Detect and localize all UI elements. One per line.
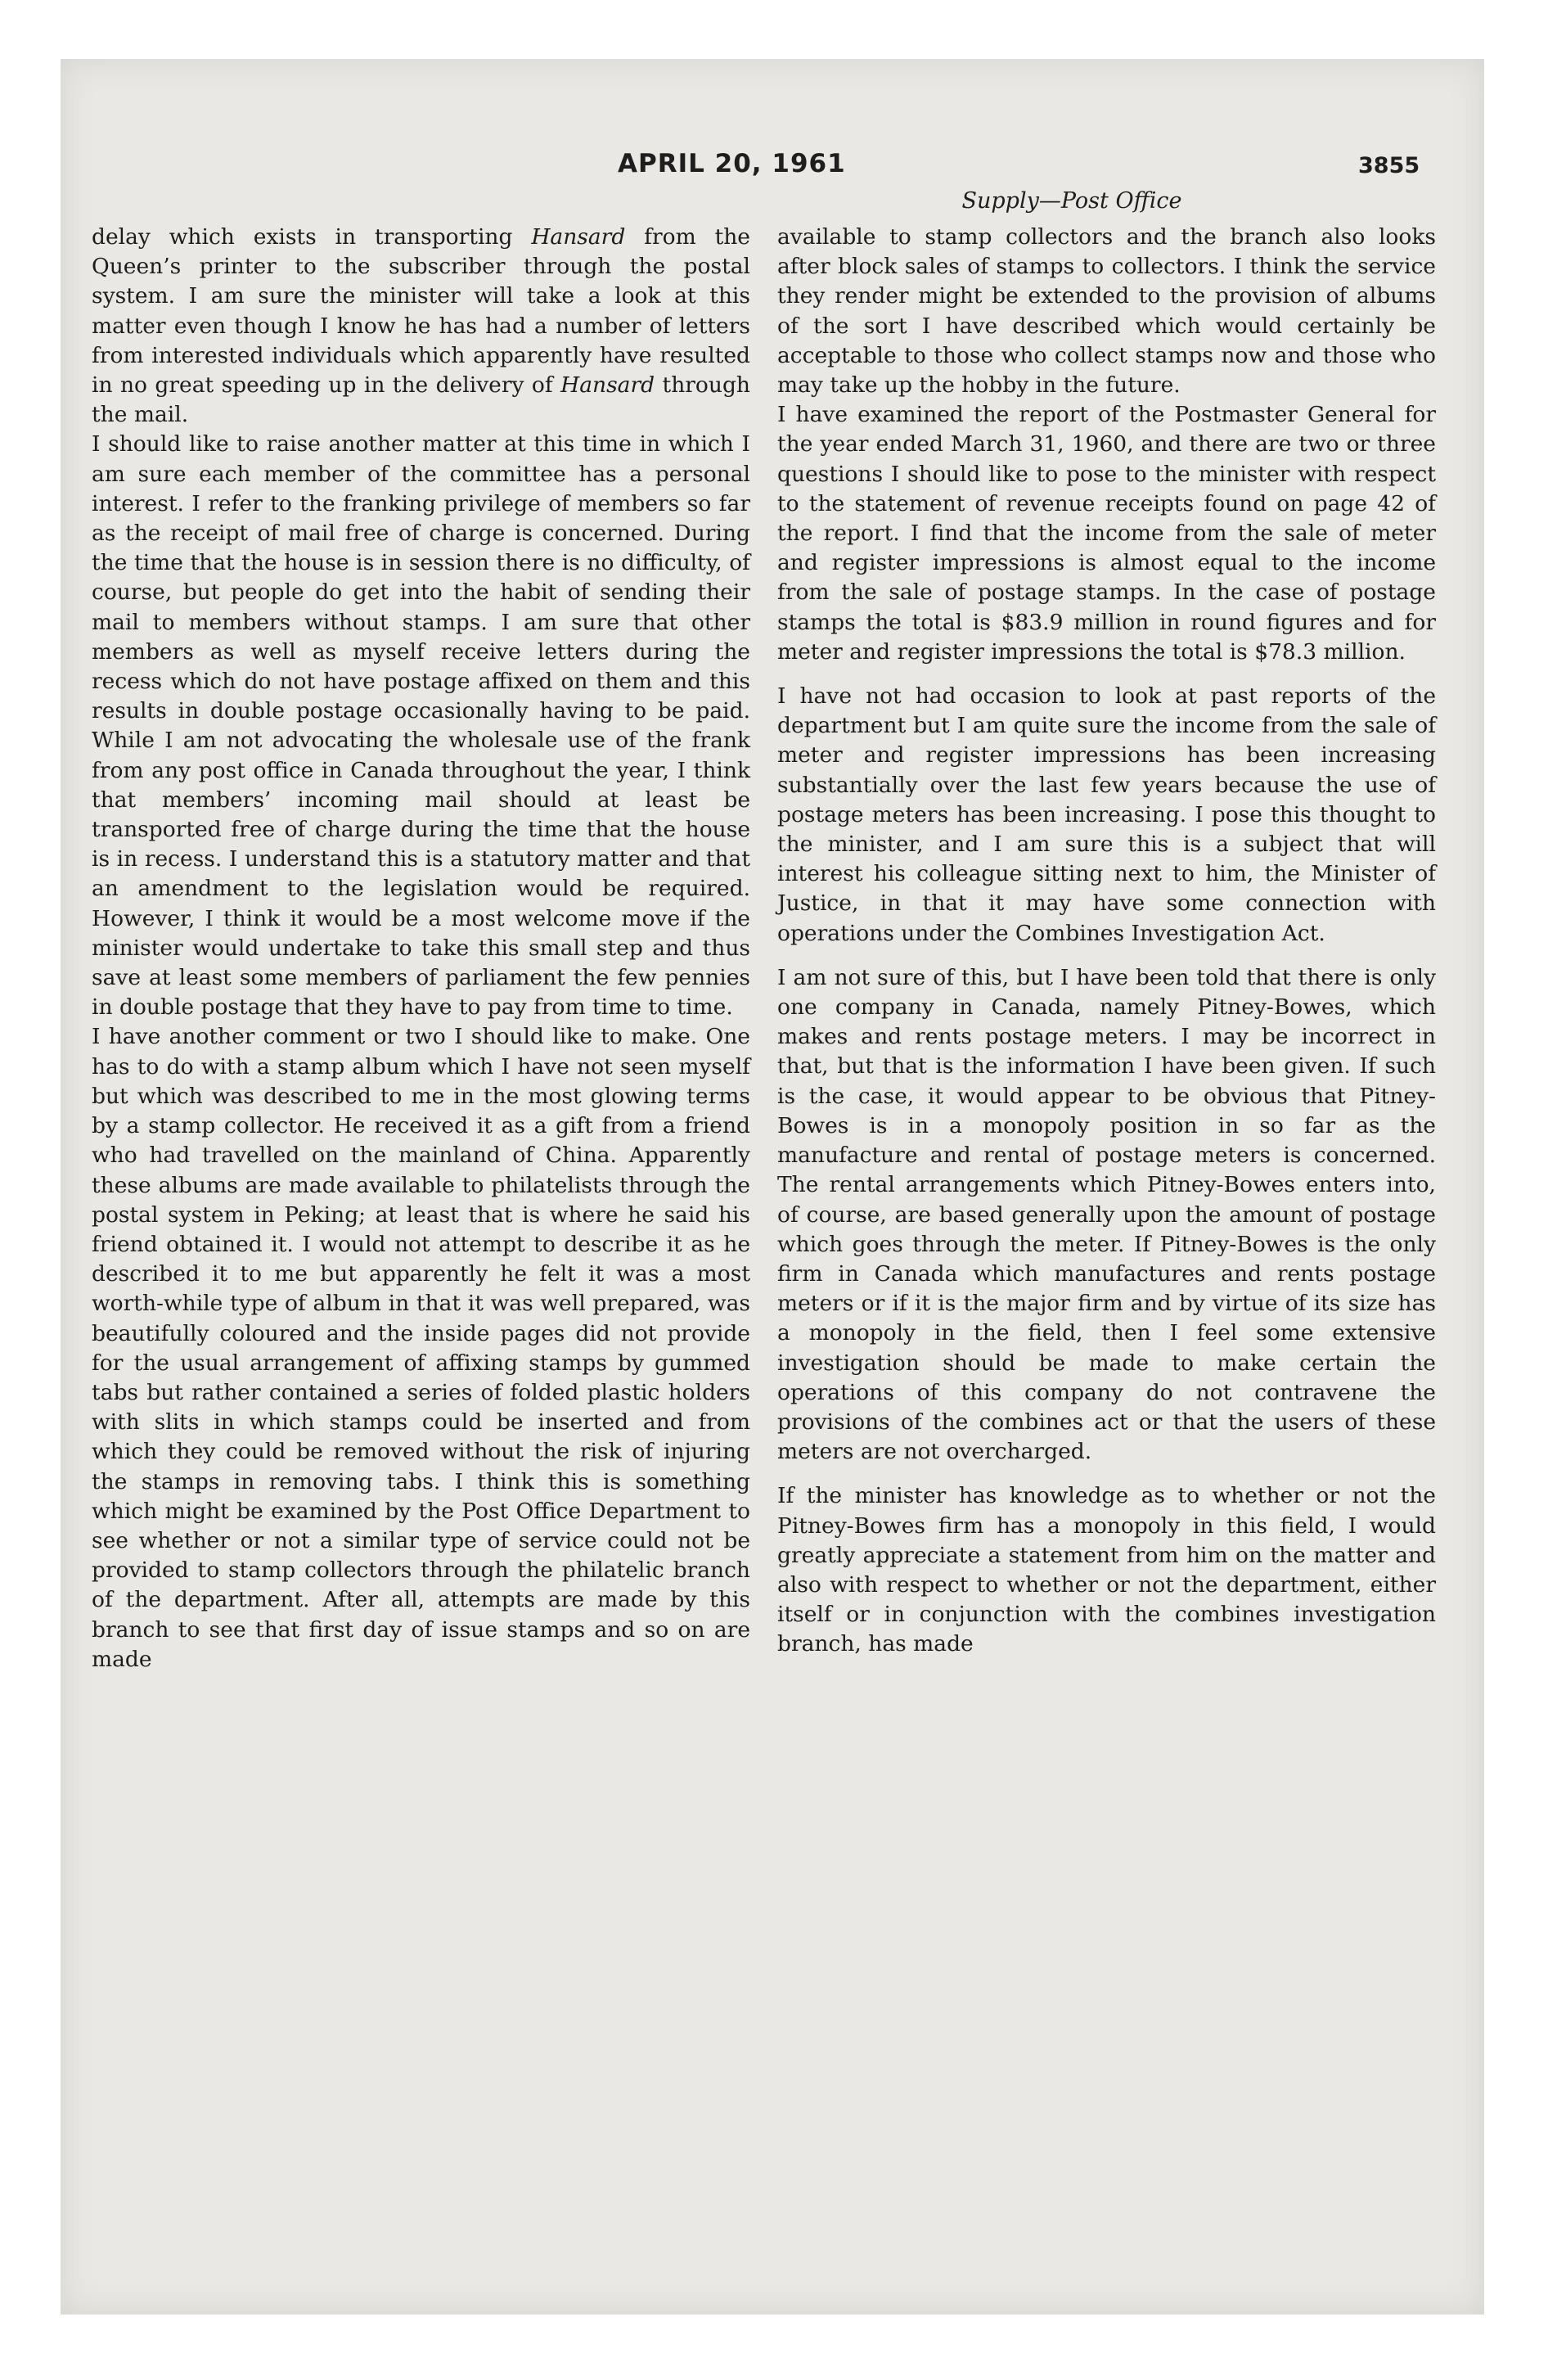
page-date-header: APRIL 20, 1961: [618, 149, 846, 178]
paragraph: I have not had occasion to look at past reports of the department but I am quite sure the income from the sale of meter and register impressions has been increasing substantially over the last few years because the use of postage meters has been increasing. I pose this thought to the minister, and I am sure this is a subject that will interest his colleague sitting next to him, the Minister of Justice, in that it may have some connection with operations under the Combines Investigation Act.: [777, 683, 1436, 946]
section-heading: Supply—Post Office: [961, 188, 1182, 214]
paragraph: available to stamp collectors and the branch also looks after block sales of stamps to collectors. I think the service they render might be extended to the provision of albums of the sort I have described which would certainly be acceptable to those who collect stamps now and those who may take up the hobby in the future.: [777, 224, 1436, 399]
hansard-title: Hansard: [531, 224, 626, 250]
paragraph: I am not sure of this, but I have been told that there is only one company in Canada, namely Pitney-Bowes, which makes and rents postage meters. I may be incorrect in that, but that is the information I have been given. If such is the case, it would appear to be obvious that Pitney-Bowes is in a monopoly position in so far as the manufacture and rental of postage meters is concerned. The rental arrangements which Pitney-Bowes enters into, of course, are based generally upon the amount of postage which goes through the meter. If Pitney-Bowes is the only firm in Canada which manufactures and rents postage meters or if it is the major firm and by virtue of its size has a monopoly in the field, then I feel some extensive investigation should be made to make certain the operations of this company do not contravene the provisions of the combines act or that the users of these meters are not overcharged.: [777, 964, 1436, 1465]
paragraph: I should like to raise another matter at this time in which I am sure each member of the committee has a personal interest. I refer to the franking privilege of members so far as the receipt of mail free of charge is concerned. During the time that the house is in session there is no difficulty, of course, but people do get into the habit of sending their mail to members without stamps. I am sure that other members as well as myself receive letters during the recess which do not have postage affixed on them and this results in double postage occasionally having to be paid. While I am not advocating the wholesale use of the frank from any post office in Canada throughout the year, I think that members’ incoming mail should at least be transported free of charge during the time that the house is in recess. I understand this is a statutory matter and that an amendment to the legislation would be required. However, I think it would be a most welcome move if the minister would undertake to take this small step and thus save at least some members of parliament the few pennies in double postage that they have to pay from time to time.: [92, 431, 750, 1021]
text-run: delay which exists in transporting: [92, 224, 532, 250]
left-column: [92, 223, 750, 1675]
text-run: through the mail.: [92, 372, 750, 428]
paragraph: If the minister has knowledge as to whether or not the Pitney-Bowes firm has a monopoly in this field, I would greatly appreciate a statement from him on the matter and also with respect to whether or not the department, either itself or in conjunction with the combines investigation branch, has made: [777, 1483, 1436, 1657]
paragraph: I have examined the report of the Postmaster General for the year ended March 31, 1960, and there are two or three questions I should like to pose to the minister with respect to the statement of revenue receipts found on page 42 of the report. I find that the income from the sale of meter and register impressions is almost equal to the income from the sale of postage stamps. In the case of postage stamps the total is $83.9 million in round figures and for meter and register impressions the total is $78.3 million.: [777, 402, 1436, 665]
hansard-title: Hansard: [560, 372, 655, 399]
paragraph: I have another comment or two I should like to make. One has to do with a stamp album which I have not seen myself but which was described to me in the most glowing terms by a stamp collector. He received it as a gift from a friend who had travelled on the mainland of China. Apparently these albums are made available to philatelists through the postal system in Peking; at least that is where he said his friend obtained it. I would not attempt to describe it as he described it to me but apparently he felt it was a most worth-while type of album in that it was well prepared, was beautifully coloured and the inside pages did not provide for the usual arrangement of affixing stamps by gummed tabs but rather contained a series of folded plastic holders with slits in which stamps could be inserted and from which they could be removed without the risk of injuring the stamps in removing tabs. I think this is something which might be examined by the Post Office Department to see whether or not a similar type of service could not be provided to stamp collectors through the philatelic branch of the department. After all, attempts are made by this branch to see that first day of issue stamps and so on are made: [92, 1024, 750, 1672]
paragraph: [92, 223, 750, 430]
text-run: from the Queen’s printer to the subscriber through the postal system. I am sure the minister will take a look at this matter even though I know he has had a number of letters from interested individuals which apparently have resulted in no great speeding up in the delivery of: [92, 224, 750, 399]
page-number: 3855: [1358, 153, 1420, 178]
right-column: [777, 223, 1436, 1660]
